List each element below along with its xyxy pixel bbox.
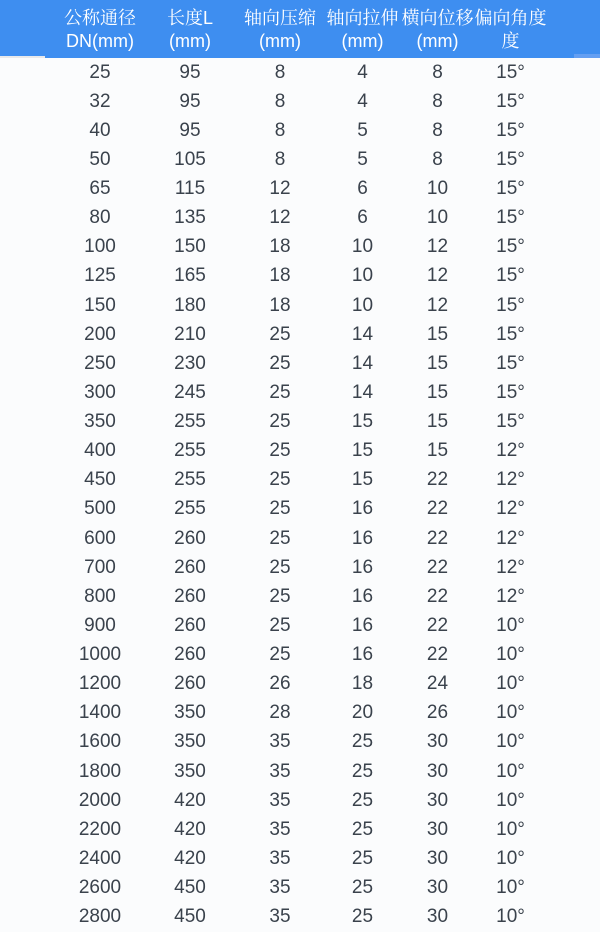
- table-cell: 10: [426, 207, 449, 229]
- table-cell: 500: [84, 498, 116, 520]
- table-cell: 15°: [496, 236, 525, 258]
- table-cell: 260: [174, 644, 206, 666]
- table-cell: 150: [174, 236, 206, 258]
- table-cell: 100: [84, 236, 116, 258]
- table-cell: 25: [269, 323, 291, 345]
- table-cell: 35: [269, 789, 291, 811]
- table-cell: 6: [357, 207, 368, 229]
- table-cell: 25: [351, 789, 374, 811]
- table-header-row: [0, 0, 600, 58]
- table-row: [0, 204, 600, 233]
- table-cell: 12°: [496, 440, 525, 462]
- table-cell: 22: [426, 498, 449, 520]
- table-cell: 25: [351, 731, 374, 753]
- table-cell: 450: [174, 877, 206, 899]
- table-cell: 200: [84, 323, 116, 345]
- table-cell: 4: [357, 61, 368, 83]
- table-cell: 22: [426, 585, 449, 607]
- table-cell: 400: [84, 440, 116, 462]
- table-cell: 8: [274, 119, 286, 141]
- table-row: [0, 58, 600, 87]
- table-cell: 16: [351, 556, 374, 578]
- table-cell: 210: [174, 323, 206, 345]
- table-cell: 165: [174, 265, 206, 287]
- table-cell: 15: [351, 469, 374, 491]
- table-cell: 8: [432, 148, 443, 170]
- table-cell: 115: [174, 178, 206, 200]
- table-cell: 800: [84, 585, 116, 607]
- table-row: [0, 553, 600, 582]
- table-cell: 125: [84, 265, 116, 287]
- table-cell: 180: [174, 294, 206, 316]
- header-edge-strip-right: [574, 54, 600, 59]
- table-cell: 95: [179, 119, 201, 141]
- table-row: [0, 437, 600, 466]
- table-cell: 16: [351, 498, 374, 520]
- table-cell: 2200: [78, 818, 122, 840]
- table-cell: 15: [351, 411, 374, 433]
- table-cell: 255: [174, 411, 206, 433]
- table-cell: 420: [174, 847, 206, 869]
- table-cell: 25: [269, 498, 291, 520]
- table-cell: 18: [351, 673, 374, 695]
- table-cell: 95: [179, 90, 201, 112]
- table-cell: 35: [269, 847, 291, 869]
- table-cell: 30: [426, 789, 449, 811]
- table-cell: 25: [269, 381, 291, 403]
- table-cell: 26: [426, 702, 449, 724]
- table-cell: 135: [174, 207, 206, 229]
- table-cell: 16: [351, 614, 374, 636]
- table-cell: 25: [351, 906, 374, 928]
- col-header-deflection-angle: [474, 0, 547, 58]
- table-cell: 14: [351, 352, 374, 374]
- table-row: [0, 262, 600, 291]
- table-cell: 8: [274, 148, 286, 170]
- table-cell: 5: [357, 148, 368, 170]
- table-cell: 420: [174, 818, 206, 840]
- table-cell: 26: [269, 673, 291, 695]
- table-cell: 12: [426, 236, 449, 258]
- table-cell: 24: [426, 673, 449, 695]
- table-cell: 4: [357, 90, 368, 112]
- table-row: [0, 874, 600, 903]
- table-row: [0, 233, 600, 262]
- table-cell: 22: [426, 556, 449, 578]
- table-cell: 25: [269, 585, 291, 607]
- table-cell: 1800: [78, 760, 122, 782]
- table-cell: 10°: [496, 644, 525, 666]
- table-cell: 25: [269, 556, 291, 578]
- table-cell: 15°: [496, 411, 525, 433]
- table-row: [0, 844, 600, 873]
- col-header-lateral-displacement: [401, 0, 474, 58]
- table-cell: 30: [426, 760, 449, 782]
- table-cell: 6: [357, 178, 368, 200]
- table-cell: 25: [269, 469, 291, 491]
- table-cell: 16: [351, 527, 374, 549]
- table-cell: 30: [426, 731, 449, 753]
- table-cell: 300: [84, 381, 116, 403]
- table-cell: 15°: [496, 352, 525, 374]
- table-cell: 22: [426, 614, 449, 636]
- table-cell: 15°: [496, 207, 525, 229]
- table-row: [0, 903, 600, 932]
- table-cell: 25: [269, 527, 291, 549]
- table-cell: 80: [89, 207, 111, 229]
- col-header-axial-compression-line2: (mm): [259, 31, 301, 51]
- table-cell: 350: [174, 760, 206, 782]
- table-row: [0, 408, 600, 437]
- table-row: [0, 495, 600, 524]
- table-cell: 8: [432, 61, 443, 83]
- table-row: [0, 349, 600, 378]
- col-header-length: [144, 0, 236, 58]
- table-cell: 10°: [496, 760, 525, 782]
- table-cell: 15°: [496, 381, 525, 403]
- table-cell: 10: [351, 294, 374, 316]
- table-cell: 12°: [496, 585, 525, 607]
- table-cell: 255: [174, 469, 206, 491]
- table-row: [0, 757, 600, 786]
- table-cell: 600: [84, 527, 116, 549]
- table-cell: 15°: [496, 61, 525, 83]
- header-edge-strip-left: [0, 56, 45, 59]
- table-cell: 10°: [496, 906, 525, 928]
- table-cell: 350: [174, 702, 206, 724]
- table-cell: 18: [269, 294, 291, 316]
- table-cell: 28: [269, 702, 291, 724]
- col-header-lateral-displacement-line2: (mm): [416, 31, 459, 51]
- table-cell: 22: [426, 469, 449, 491]
- table-cell: 25: [351, 847, 374, 869]
- table-cell: 8: [274, 61, 286, 83]
- table-cell: 150: [84, 294, 116, 316]
- table-row: [0, 582, 600, 611]
- table-cell: 32: [89, 90, 111, 112]
- table-row: [0, 87, 600, 116]
- table-cell: 18: [269, 265, 291, 287]
- table-row: [0, 670, 600, 699]
- table-cell: 22: [426, 644, 449, 666]
- col-header-nominal-diameter: [56, 0, 144, 58]
- col-header-axial-compression-line1: 轴向压缩: [244, 7, 316, 28]
- table-cell: 25: [269, 440, 291, 462]
- table-cell: 10°: [496, 847, 525, 869]
- table-cell: 2400: [78, 847, 122, 869]
- table-cell: 35: [269, 906, 291, 928]
- table-cell: 25: [269, 411, 291, 433]
- table-cell: 15°: [496, 323, 525, 345]
- table-cell: 65: [89, 178, 111, 200]
- col-header-axial-extension-line1: 轴向拉伸: [326, 7, 399, 28]
- table-cell: 15: [426, 352, 449, 374]
- col-header-nominal-diameter-line2: DN(mm): [66, 31, 134, 51]
- table-cell: 15°: [496, 90, 525, 112]
- table-cell: 15°: [496, 148, 525, 170]
- table-cell: 15: [351, 440, 374, 462]
- table-cell: 15°: [496, 178, 525, 200]
- table-cell: 14: [351, 323, 374, 345]
- table-cell: 25: [351, 760, 374, 782]
- col-header-lateral-displacement-line1: 横向位移: [401, 7, 474, 28]
- table-cell: 8: [274, 90, 286, 112]
- table-row: [0, 320, 600, 349]
- table-cell: 5: [357, 119, 368, 141]
- table-cell: 350: [84, 411, 116, 433]
- table-row: [0, 466, 600, 495]
- table-cell: 1600: [78, 731, 122, 753]
- table-row: [0, 524, 600, 553]
- table-cell: 260: [174, 585, 206, 607]
- table-row: [0, 291, 600, 320]
- table-cell: 260: [174, 614, 206, 636]
- table-cell: 2800: [78, 906, 122, 928]
- col-header-nominal-diameter-line1: 公称通径: [64, 7, 136, 28]
- table-cell: 22: [426, 527, 449, 549]
- table-cell: 10°: [496, 789, 525, 811]
- table-cell: 25: [269, 352, 291, 374]
- table-cell: 8: [432, 119, 443, 141]
- table-cell: 12: [426, 294, 449, 316]
- table-row: [0, 378, 600, 407]
- table-cell: 25: [89, 61, 111, 83]
- table-cell: 50: [89, 148, 111, 170]
- col-header-length-line1: 长度L: [166, 7, 213, 28]
- table-cell: 10°: [496, 673, 525, 695]
- table-cell: 8: [432, 90, 443, 112]
- table-cell: 245: [174, 381, 206, 403]
- table-cell: 15: [426, 411, 449, 433]
- table-cell: 12°: [496, 527, 525, 549]
- table-cell: 900: [84, 614, 116, 636]
- table-row: [0, 175, 600, 204]
- table-cell: 450: [84, 469, 116, 491]
- table-row: [0, 641, 600, 670]
- col-header-deflection-angle-line1: 偏向角度: [474, 7, 547, 28]
- table-cell: 95: [179, 61, 201, 83]
- table-cell: 450: [174, 906, 206, 928]
- table-cell: 420: [174, 789, 206, 811]
- table-cell: 10°: [496, 702, 525, 724]
- table-cell: 16: [351, 585, 374, 607]
- table-cell: 255: [174, 498, 206, 520]
- col-header-axial-compression: [236, 0, 324, 58]
- table-cell: 25: [269, 644, 291, 666]
- table-cell: 10: [426, 178, 449, 200]
- col-header-length-line2: (mm): [169, 31, 211, 51]
- table-cell: 105: [174, 148, 206, 170]
- table-cell: 350: [174, 731, 206, 753]
- table-cell: 12°: [496, 498, 525, 520]
- table-row: [0, 116, 600, 145]
- table-cell: 40: [89, 119, 111, 141]
- table-cell: 2600: [78, 877, 122, 899]
- table-cell: 15°: [496, 294, 525, 316]
- table-cell: 25: [351, 877, 374, 899]
- table-row: [0, 815, 600, 844]
- table-cell: 700: [84, 556, 116, 578]
- table-cell: 35: [269, 731, 291, 753]
- table-cell: 260: [174, 527, 206, 549]
- table-cell: 12°: [496, 469, 525, 491]
- col-header-deflection-angle-line2: 度: [501, 31, 520, 51]
- table-cell: 260: [174, 556, 206, 578]
- table-cell: 30: [426, 847, 449, 869]
- table-cell: 10°: [496, 614, 525, 636]
- table-cell: 14: [351, 381, 374, 403]
- table-cell: 1000: [78, 644, 122, 666]
- table-cell: 10°: [496, 818, 525, 840]
- table-cell: 16: [351, 644, 374, 666]
- table-cell: 35: [269, 760, 291, 782]
- table-row: [0, 699, 600, 728]
- table-row: [0, 611, 600, 640]
- table-cell: 30: [426, 877, 449, 899]
- table-cell: 10°: [496, 731, 525, 753]
- table-cell: 12: [426, 265, 449, 287]
- table-cell: 10°: [496, 877, 525, 899]
- table-cell: 15: [426, 323, 449, 345]
- table-cell: 230: [174, 352, 206, 374]
- table-cell: 10: [351, 265, 374, 287]
- table-cell: 18: [269, 236, 291, 258]
- table-cell: 15: [426, 381, 449, 403]
- table-cell: 1400: [78, 702, 122, 724]
- table-cell: 1200: [78, 673, 122, 695]
- table-cell: 2000: [78, 789, 122, 811]
- col-header-axial-extension-line2: (mm): [341, 31, 384, 51]
- table-row: [0, 786, 600, 815]
- table-cell: 30: [426, 818, 449, 840]
- table-cell: 30: [426, 906, 449, 928]
- table-cell: 20: [351, 702, 374, 724]
- table-cell: 35: [269, 818, 291, 840]
- table-cell: 12: [269, 178, 291, 200]
- table-cell: 12: [269, 207, 291, 229]
- table-row: [0, 728, 600, 757]
- table-cell: 35: [269, 877, 291, 899]
- table-cell: 10: [351, 236, 374, 258]
- table-cell: 250: [84, 352, 116, 374]
- table-cell: 15°: [496, 119, 525, 141]
- table-cell: 25: [269, 614, 291, 636]
- table-body: [0, 58, 600, 932]
- table-cell: 15°: [496, 265, 525, 287]
- table-cell: 260: [174, 673, 206, 695]
- table-cell: 12°: [496, 556, 525, 578]
- table-cell: 25: [351, 818, 374, 840]
- col-header-axial-extension: [324, 0, 401, 58]
- table-row: [0, 145, 600, 174]
- table-cell: 255: [174, 440, 206, 462]
- table-cell: 15: [426, 440, 449, 462]
